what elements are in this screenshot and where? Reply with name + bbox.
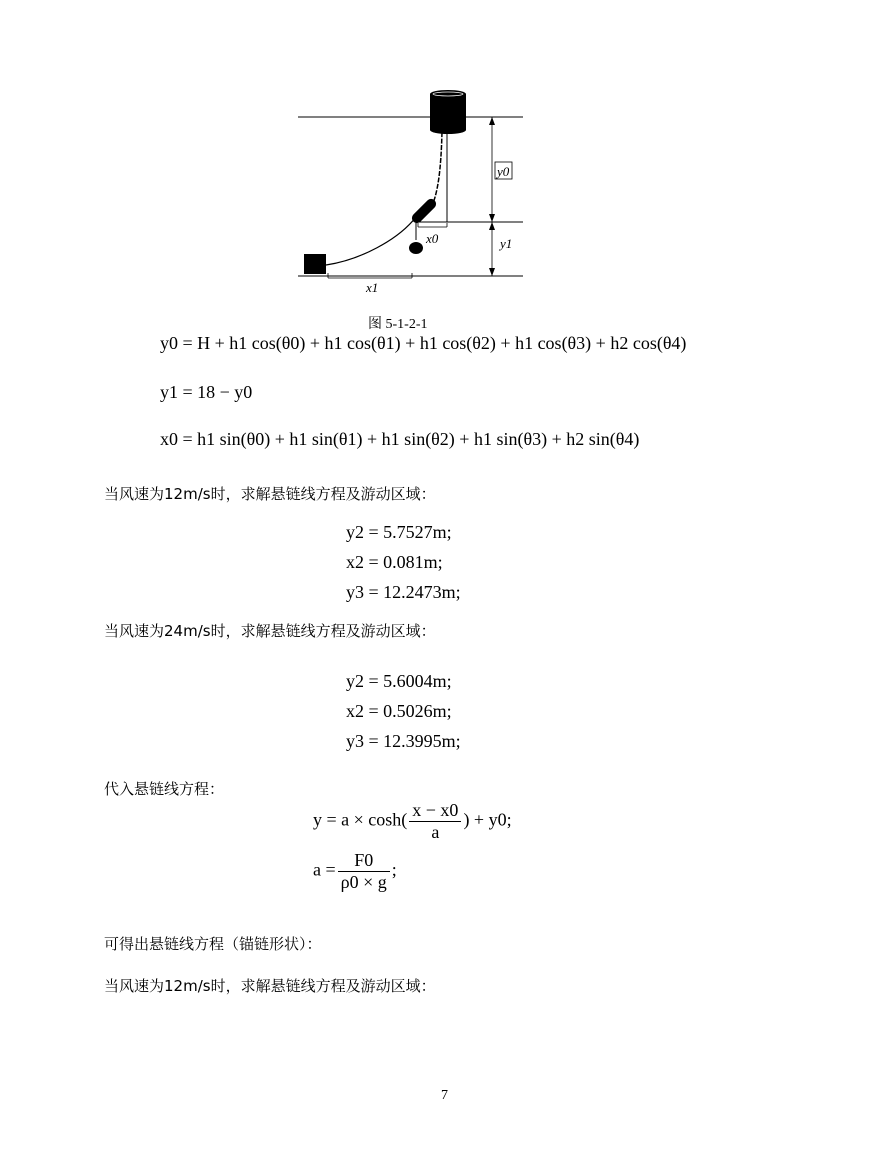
catenary-fraction-numerator: x − x0 — [409, 800, 461, 822]
anchor-chain-curve — [326, 217, 416, 265]
section-12-heading: 当风速为12m/s时，求解悬链线方程及游动区域： — [104, 485, 436, 503]
equation-y0: y0 = H + h1 cos(θ0) + h1 cos(θ1) + h1 cos(θ2) + h1 cos(θ3) + h2 cos(θ4) — [160, 333, 687, 353]
section-12-result-x2: x2 = 0.081m; — [346, 552, 443, 572]
param-fraction-numerator: F0 — [338, 850, 390, 872]
steel-pipe-curve — [430, 132, 442, 210]
param-eq-lhs: a = — [313, 859, 336, 880]
catenary-eq-lhs: y = a × cosh( — [313, 809, 408, 830]
param-fraction — [338, 850, 390, 893]
final-heading: 当风速为12m/s时，求解悬链线方程及游动区域： — [104, 977, 436, 995]
catenary-intro: 代入悬链线方程： — [104, 780, 225, 798]
buoy-shape — [430, 90, 466, 134]
section-24-heading: 当风速为24m/s时，求解悬链线方程及游动区域： — [104, 622, 436, 640]
equation-y1: y1 = 18 − y0 — [160, 382, 253, 402]
section-24-result-y3: y3 = 12.3995m; — [346, 731, 461, 751]
section-12-result-y2: y2 = 5.7527m; — [346, 522, 452, 542]
param-fraction-denominator: ρ0 × g — [340, 872, 387, 892]
section-24-result-x2: x2 = 0.5026m; — [346, 701, 452, 721]
parameter-equation — [313, 850, 397, 893]
catenary-equation — [313, 800, 512, 843]
param-eq-rhs: ; — [391, 859, 397, 880]
y0-label: y0 — [497, 164, 510, 179]
y1-label: y1 — [500, 236, 513, 251]
mooring-diagram — [290, 80, 540, 305]
steel-barrel-shape — [410, 197, 438, 225]
page-number: 7 — [441, 1088, 448, 1103]
x1-label: x1 — [366, 280, 379, 295]
section-12-result-y3: y3 = 12.2473m; — [346, 582, 461, 602]
catenary-fraction — [409, 800, 461, 843]
equation-x0: x0 = h1 sin(θ0) + h1 sin(θ1) + h1 sin(θ2) + h1 sin(θ3) + h2 sin(θ4) — [160, 429, 640, 449]
catenary-fraction-denominator: a — [431, 822, 440, 842]
heavy-ball-shape — [409, 242, 423, 254]
anchor-shape — [304, 254, 326, 274]
figure-caption: 图 5-1-2-1 — [368, 317, 428, 332]
x0-label: x0 — [426, 231, 439, 246]
conclusion-text: 可得出悬链线方程（锚链形状）： — [104, 935, 322, 953]
section-24-result-y2: y2 = 5.6004m; — [346, 671, 452, 691]
catenary-eq-rhs: ) + y0; — [463, 809, 512, 830]
